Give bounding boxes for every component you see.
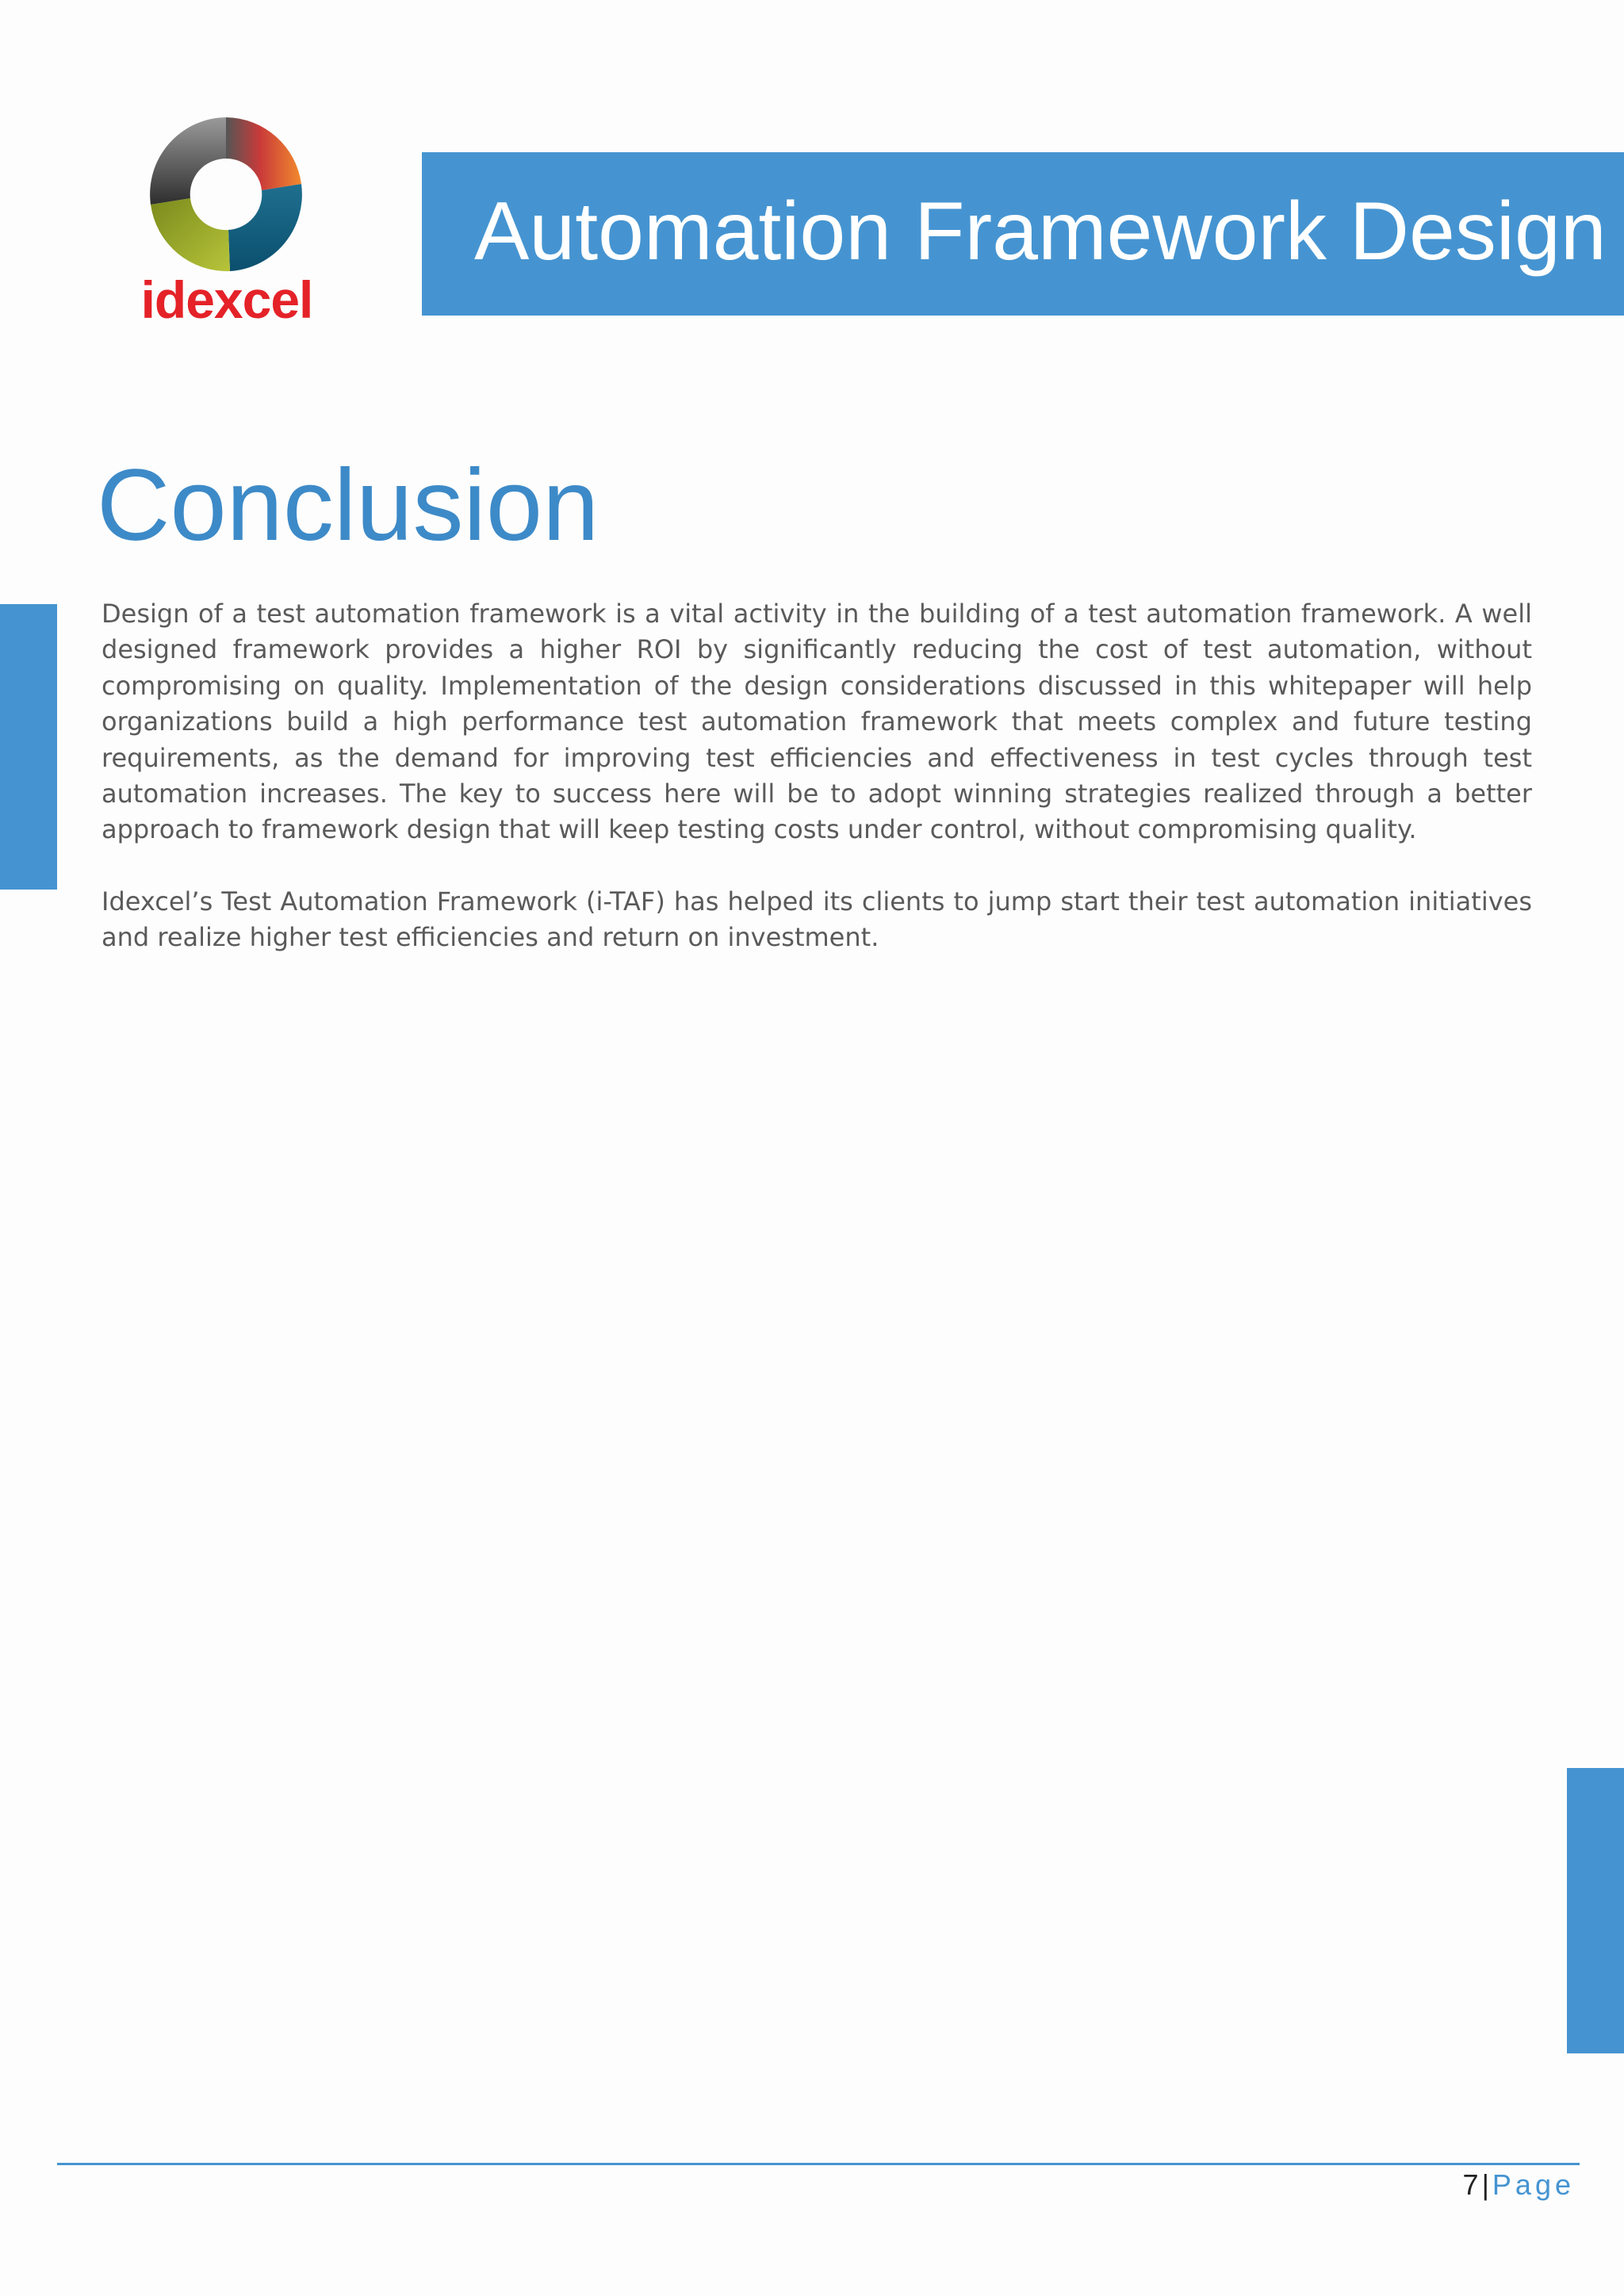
document-title: Automation Framework Design (474, 186, 1607, 277)
logo-wordmark: idexcel (140, 270, 313, 329)
idexcel-swirl-logo-icon (143, 111, 309, 277)
header-banner (422, 152, 1624, 316)
page-indicator (1463, 2168, 1575, 2202)
body-text (102, 596, 1532, 992)
page-label: Page (1492, 2168, 1575, 2201)
left-accent-bar (0, 604, 57, 890)
page-separator: | (1481, 2168, 1489, 2201)
right-accent-bar (1567, 1768, 1624, 2053)
paragraph: Idexcel’s Test Automation Framework (i-TAF) has helped its clients to jump start their test automation initiatives and realize higher test efficiencies and return on investment. (102, 886, 1532, 953)
company-logo (140, 111, 314, 329)
footer-divider (57, 2163, 1580, 2165)
page-number: 7 (1462, 2168, 1479, 2201)
section-heading: Conclusion (97, 449, 599, 562)
paragraph: Design of a test automation framework is a vital activity in the building of a test automation framework. A well designed framework provides a higher ROI by significantly reducing the cost of test automation, without compromising on quality. Implementation of the design considerations discussed in this whitepaper will help organizations build a high performance test automation framework that meets complex and future testing requirements, as the demand for improving test efficiencies and effectiveness in test cycles through test automation increases. The key to success here will be to adopt winning strategies realized through a better approach to framework design that will keep testing costs under control, without compromising quality. (102, 599, 1532, 845)
